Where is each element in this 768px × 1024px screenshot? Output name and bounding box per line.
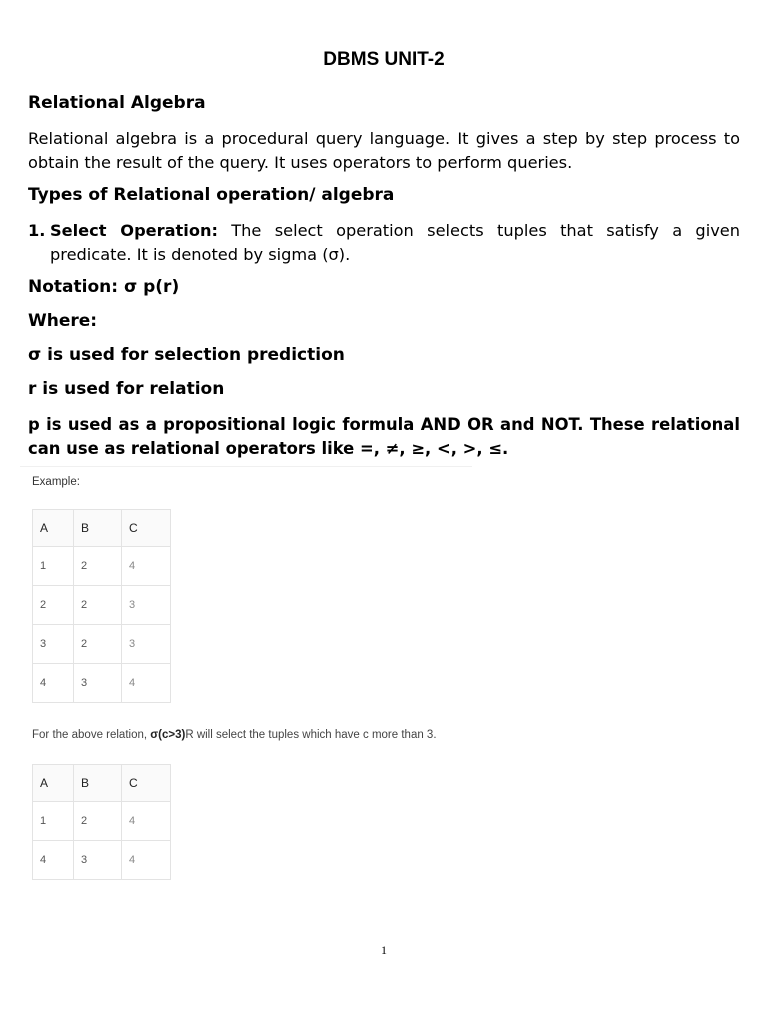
- cell: 2: [74, 547, 122, 586]
- example-label: Example:: [32, 476, 80, 488]
- list-number: 1.: [28, 221, 46, 240]
- table-row: [33, 841, 171, 880]
- selection-caption: [32, 729, 437, 741]
- cell: 3: [33, 625, 74, 664]
- cell: 3: [74, 664, 122, 703]
- header-a: A: [33, 765, 74, 802]
- page-title: DBMS UNIT-2: [323, 49, 445, 70]
- cell: 4: [122, 841, 171, 880]
- cell: 4: [33, 664, 74, 703]
- relation-table: [32, 509, 171, 703]
- intro-paragraph: Relational algebra is a procedural query language. It gives a step by step process to obtain the result of the query. It uses operators to perform queries.: [28, 129, 740, 172]
- caption-pre: For the above relation,: [32, 729, 151, 741]
- list-body: [50, 219, 740, 267]
- table-row: [33, 625, 171, 664]
- header-a: A: [33, 510, 74, 547]
- types-heading: Types of Relational operation/ algebra: [28, 185, 395, 205]
- header-b: B: [74, 765, 122, 802]
- cell: 2: [33, 586, 74, 625]
- table-header-row: [33, 765, 171, 802]
- cell: 3: [74, 841, 122, 880]
- example-screenshot: [20, 466, 472, 891]
- sigma-line: σ is used for selection prediction: [28, 345, 345, 365]
- cell: 1: [33, 802, 74, 841]
- cell: 3: [122, 625, 171, 664]
- cell: 4: [33, 841, 74, 880]
- where-line: Where:: [28, 311, 98, 331]
- cell: 4: [122, 664, 171, 703]
- cell: 2: [74, 586, 122, 625]
- cell: 2: [74, 802, 122, 841]
- header-c: C: [122, 510, 171, 547]
- caption-code: σ(c>3): [150, 729, 186, 741]
- cell: 1: [33, 547, 74, 586]
- table-row: [33, 802, 171, 841]
- table-header-row: [33, 510, 171, 547]
- cell: 4: [122, 547, 171, 586]
- header-c: C: [122, 765, 171, 802]
- cell: 3: [122, 586, 171, 625]
- notation-line: Notation: σ p(r): [28, 277, 180, 297]
- caption-post: R will select the tuples which have c more than 3.: [185, 729, 437, 741]
- table-row: [33, 664, 171, 703]
- section-heading: Relational Algebra: [28, 93, 206, 113]
- p-line: p is used as a propositional logic formula AND OR and NOT. These relational can use as relational operators like =, ≠, ≥, <, >, ≤.: [28, 415, 740, 458]
- header-b: B: [74, 510, 122, 547]
- list-item-select-operation: [28, 219, 740, 267]
- list-label: Select Operation:: [50, 221, 218, 240]
- cell: 4: [122, 802, 171, 841]
- table-row: [33, 586, 171, 625]
- result-table: [32, 764, 171, 880]
- list-text: The select operation selects tuples that satisfy a given predicate. It is denoted by sigma (σ).: [50, 221, 740, 264]
- page-number: 1: [381, 943, 387, 957]
- table-row: [33, 547, 171, 586]
- cell: 2: [74, 625, 122, 664]
- r-line: r is used for relation: [28, 379, 225, 399]
